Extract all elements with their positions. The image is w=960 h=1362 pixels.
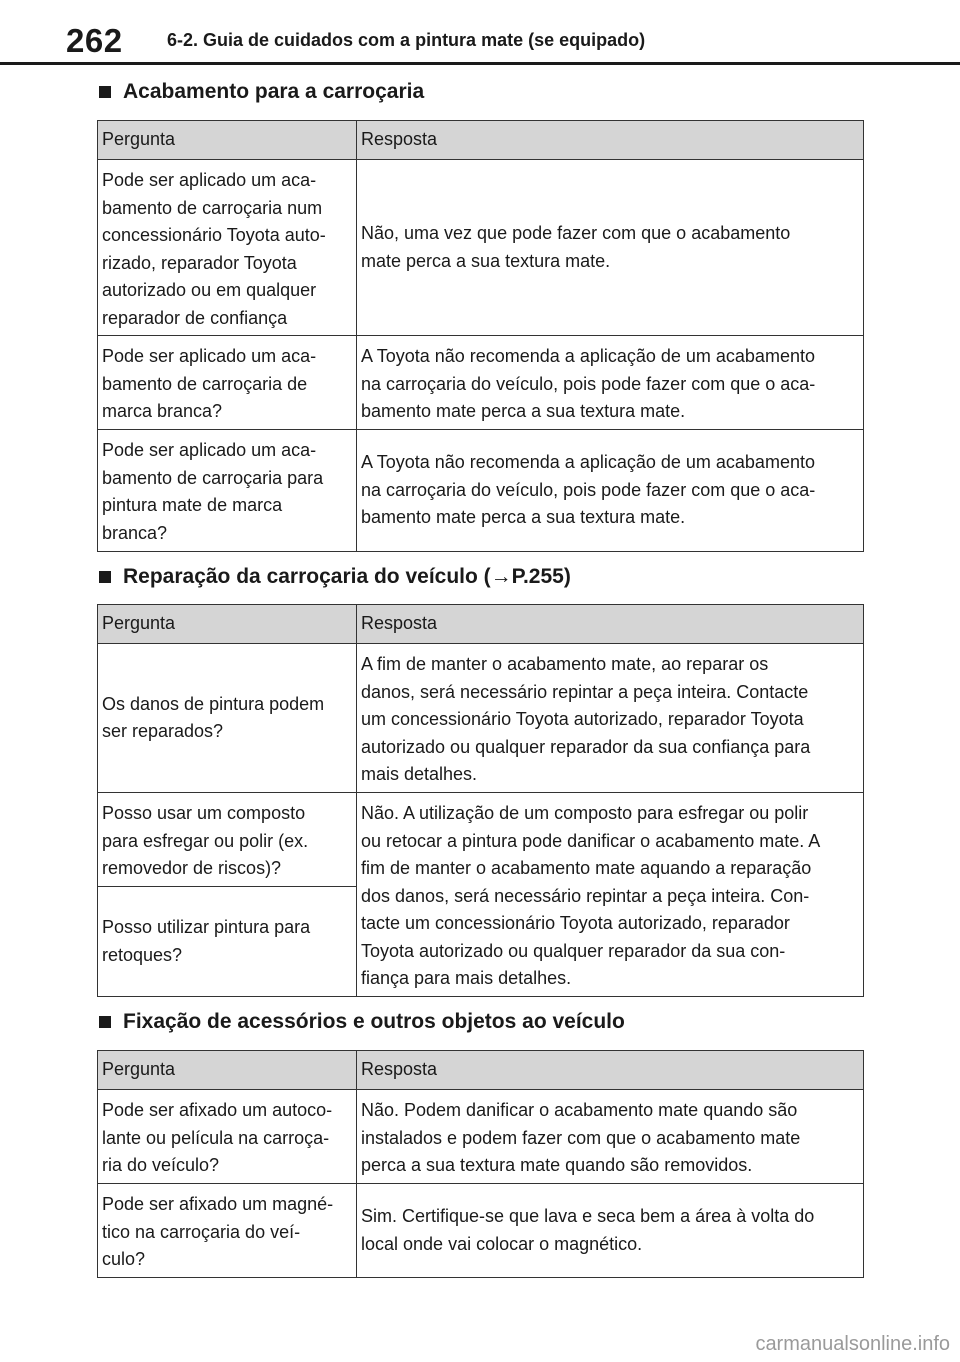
watermark: carmanualsonline.info xyxy=(755,1333,950,1355)
header-divider xyxy=(0,62,960,65)
section-heading-accessories xyxy=(98,1010,625,1034)
question-cell: Pode ser aplicado um aca- bamento de carroçaria num concessionário Toyota auto- rizado, reparador Toyota autorizado ou em qualquer reparador de confiança xyxy=(98,160,357,336)
chapter-title: 6-2. Guia de cuidados com a pintura mate (se equipado) xyxy=(167,30,646,50)
table-row xyxy=(98,160,864,336)
square-bullet-icon xyxy=(99,571,111,583)
page-header xyxy=(0,0,960,66)
table-row xyxy=(98,1090,864,1184)
answer-cell: Não. A utilização de um composto para esfregar ou polir ou retocar a pintura pode danificar o acabamento mate. A fim de manter o acabamento mate aquando a reparação dos danos, será necessário repintar a peça inteira. Con- tacte um concessionário Toyota autorizado, reparador Toyota autorizado ou qualquer reparador da sua con- fiança para mais detalhes. xyxy=(357,793,864,997)
section-heading-text: Acabamento para a carroçaria xyxy=(123,80,425,103)
table-row xyxy=(98,793,864,887)
table-row xyxy=(98,336,864,430)
question-cell: Pode ser aplicado um aca- bamento de carroçaria de marca branca? xyxy=(98,336,357,430)
answer-cell: A Toyota não recomenda a aplicação de um acabamento na carroçaria do veículo, pois pode fazer com que o aca- bamento mate perca a sua textura mate. xyxy=(357,336,864,430)
answer-cell: Sim. Certifique-se que lava e seca bem a área à volta do local onde vai colocar o magnético. xyxy=(357,1184,864,1278)
qa-table-body-finish xyxy=(97,120,864,552)
section-heading-text: Fixação de acessórios e outros objetos ao veículo xyxy=(123,1010,625,1033)
square-bullet-icon xyxy=(99,86,111,98)
square-bullet-icon xyxy=(99,1016,111,1028)
section-heading-body-finish xyxy=(98,80,424,104)
table-header-row xyxy=(98,1051,864,1090)
question-cell: Pode ser afixado um magné- tico na carroçaria do veí- culo? xyxy=(98,1184,357,1278)
column-header-answer: Resposta xyxy=(357,1051,864,1090)
column-header-answer: Resposta xyxy=(357,605,864,644)
section-heading-body-repair xyxy=(98,565,571,589)
answer-cell: A Toyota não recomenda a aplicação de um acabamento na carroçaria do veículo, pois pode fazer com que o aca- bamento mate perca a sua textura mate. xyxy=(357,430,864,552)
section-heading-text: Reparação da carroçaria do veículo (→P.255) xyxy=(123,565,571,588)
column-header-question: Pergunta xyxy=(98,121,357,160)
answer-cell: A fim de manter o acabamento mate, ao reparar os danos, será necessário repintar a peça inteira. Contacte um concessionário Toyota autorizado, reparador Toyota autorizado ou qualquer reparador da sua confiança para mais detalhes. xyxy=(357,644,864,793)
table-header-row xyxy=(98,605,864,644)
table-row xyxy=(98,1184,864,1278)
qa-table-body-repair xyxy=(97,604,864,997)
question-cell: Os danos de pintura podem ser reparados? xyxy=(98,644,357,793)
page-number: 262 xyxy=(66,22,123,59)
column-header-question: Pergunta xyxy=(98,1051,357,1090)
question-cell: Posso utilizar pintura para retoques? xyxy=(98,887,357,997)
column-header-answer: Resposta xyxy=(357,121,864,160)
qa-table-accessories xyxy=(97,1050,864,1278)
question-cell: Pode ser aplicado um aca- bamento de carroçaria para pintura mate de marca branca? xyxy=(98,430,357,552)
question-cell: Posso usar um composto para esfregar ou polir (ex. removedor de riscos)? xyxy=(98,793,357,887)
column-header-question: Pergunta xyxy=(98,605,357,644)
answer-cell: Não, uma vez que pode fazer com que o acabamento mate perca a sua textura mate. xyxy=(357,160,864,336)
answer-cell: Não. Podem danificar o acabamento mate quando são instalados e podem fazer com que o acabamento mate perca a sua textura mate quando são removidos. xyxy=(357,1090,864,1184)
table-row xyxy=(98,644,864,793)
table-header-row xyxy=(98,121,864,160)
question-cell: Pode ser afixado um autoco- lante ou película na carroça- ria do veículo? xyxy=(98,1090,357,1184)
table-row xyxy=(98,430,864,552)
